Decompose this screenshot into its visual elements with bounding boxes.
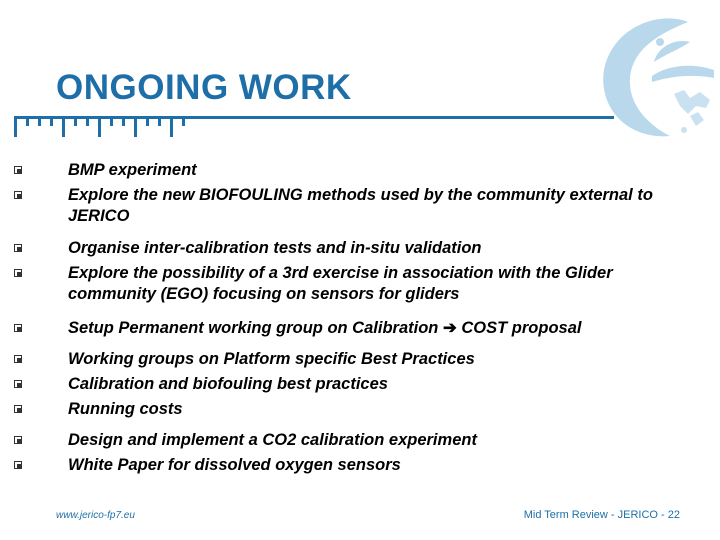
bullet-item xyxy=(14,430,694,451)
checkbox-bullet-icon xyxy=(14,436,22,444)
bullet-text: Design and implement a CO2 calibration experiment xyxy=(68,431,477,449)
bullet-group-1 xyxy=(14,160,694,227)
footer-website: www.jerico-fp7.eu xyxy=(56,510,135,521)
bullet-item xyxy=(14,349,694,370)
bullet-group-2 xyxy=(14,238,694,305)
checkbox-bullet-icon xyxy=(14,324,22,332)
arrow-right-icon: ➔ xyxy=(442,319,457,337)
bullet-item xyxy=(14,318,694,339)
bullet-item xyxy=(14,185,694,227)
bullet-text: Calibration and biofouling best practices xyxy=(68,375,388,393)
bullet-text: Setup Permanent working group on Calibration xyxy=(68,319,439,337)
bullet-text: Organise inter-calibration tests and in-situ validation xyxy=(68,239,482,257)
footer-page-label: Mid Term Review - JERICO - 22 xyxy=(523,509,680,521)
checkbox-bullet-icon xyxy=(14,244,22,252)
checkbox-bullet-icon xyxy=(14,355,22,363)
page-title: ONGOING WORK xyxy=(56,68,352,107)
bullet-group-3 xyxy=(14,318,694,339)
bullet-group-4 xyxy=(14,349,694,420)
bullet-item xyxy=(14,399,694,420)
bullet-group-5 xyxy=(14,430,694,476)
tick-ruler-decoration xyxy=(14,119,194,139)
bullet-item xyxy=(14,263,694,305)
jerico-logo-icon xyxy=(592,8,720,148)
bullet-text: BMP experiment xyxy=(68,161,197,179)
bullet-list xyxy=(14,160,694,484)
bullet-item xyxy=(14,238,694,259)
checkbox-bullet-icon xyxy=(14,380,22,388)
bullet-text: Explore the new BIOFOULING methods used by the community external to JERICO xyxy=(68,186,653,225)
checkbox-bullet-icon xyxy=(14,269,22,277)
bullet-text-suffix: COST proposal xyxy=(461,319,582,337)
checkbox-bullet-icon xyxy=(14,405,22,413)
bullet-text: Running costs xyxy=(68,400,183,418)
bullet-text: Working groups on Platform specific Best Practices xyxy=(68,350,475,368)
bullet-item xyxy=(14,455,694,476)
checkbox-bullet-icon xyxy=(14,166,22,174)
bullet-item xyxy=(14,160,694,181)
checkbox-bullet-icon xyxy=(14,191,22,199)
checkbox-bullet-icon xyxy=(14,461,22,469)
bullet-text: Explore the possibility of a 3rd exercise in association with the Glider community (EGO) focusing on sensors for gliders xyxy=(68,264,613,303)
bullet-text: White Paper for dissolved oxygen sensors xyxy=(68,456,401,474)
bullet-item xyxy=(14,374,694,395)
